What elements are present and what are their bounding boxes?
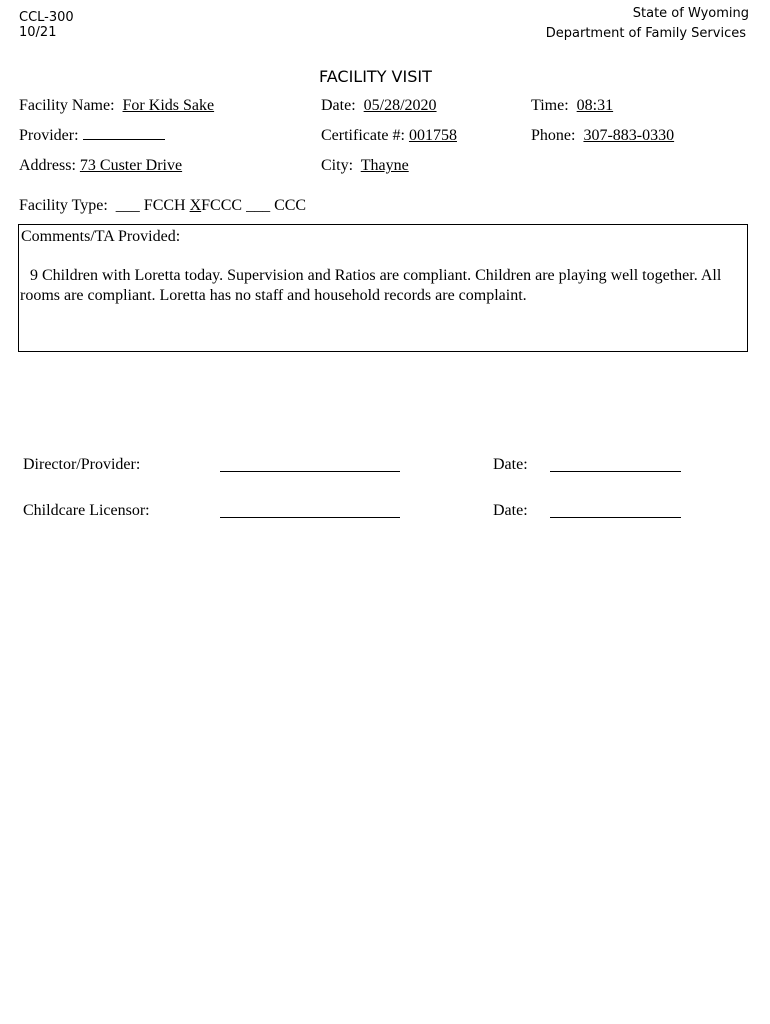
certificate-value: 001758	[408, 127, 457, 144]
visit-date-label: Date:	[321, 97, 356, 114]
comments-text: 9 Children with Loretta today. Supervision and Ratios are compliant. Children are playing well together. All rooms are compliant. Loretta has no staff and household records are complaint.	[20, 267, 722, 304]
facility-type-fcch: FCCH	[143, 197, 186, 214]
form-code: CCL-300	[19, 10, 74, 25]
visit-time-field	[531, 97, 613, 115]
facility-name-field	[19, 97, 214, 115]
certificate-field	[321, 127, 457, 145]
facility-type-ccc: CCC	[274, 197, 307, 214]
licensor-date-label: Date:	[493, 502, 528, 519]
visit-date-field	[321, 97, 437, 115]
form-revision-date: 10/21	[19, 25, 57, 40]
licensor-signature-line	[220, 517, 400, 518]
director-signature-line	[220, 471, 400, 472]
provider-field	[19, 127, 165, 145]
address-field	[19, 157, 182, 175]
city-value: Thayne	[360, 157, 409, 174]
director-provider-label: Director/Provider:	[23, 456, 141, 473]
director-date-line	[550, 471, 681, 472]
provider-label: Provider:	[19, 127, 79, 144]
facility-name-value: For Kids Sake	[122, 97, 215, 114]
childcare-licensor-label: Childcare Licensor:	[23, 502, 150, 519]
facility-type-fcch-mark: ___	[115, 197, 140, 214]
department-name: Department of Family Services	[545, 26, 746, 41]
page-title: FACILITY VISIT	[319, 67, 432, 86]
comments-box	[18, 224, 748, 352]
address-label: Address:	[19, 157, 76, 174]
address-value: 73 Custer Drive	[79, 157, 183, 174]
visit-time-value: 08:31	[576, 97, 614, 114]
city-label: City:	[321, 157, 354, 174]
facility-type-field	[19, 197, 306, 215]
phone-field	[531, 127, 674, 145]
provider-value	[83, 139, 165, 140]
facility-type-label: Facility Type:	[19, 197, 108, 214]
facility-name-label: Facility Name:	[19, 97, 115, 114]
phone-label: Phone:	[531, 127, 576, 144]
state-name: State of Wyoming	[632, 6, 749, 21]
director-date-label: Date:	[493, 456, 528, 473]
comments-label: Comments/TA Provided:	[21, 228, 181, 245]
visit-date-value: 05/28/2020	[363, 97, 437, 114]
facility-type-fccc: FCCC	[201, 197, 243, 214]
facility-type-fccc-mark: X	[189, 197, 202, 214]
visit-time-label: Time:	[531, 97, 569, 114]
licensor-date-line	[550, 517, 681, 518]
facility-type-ccc-mark: ___	[246, 197, 271, 214]
city-field	[321, 157, 409, 175]
phone-value: 307-883-0330	[583, 127, 675, 144]
certificate-label: Certificate #:	[321, 127, 405, 144]
